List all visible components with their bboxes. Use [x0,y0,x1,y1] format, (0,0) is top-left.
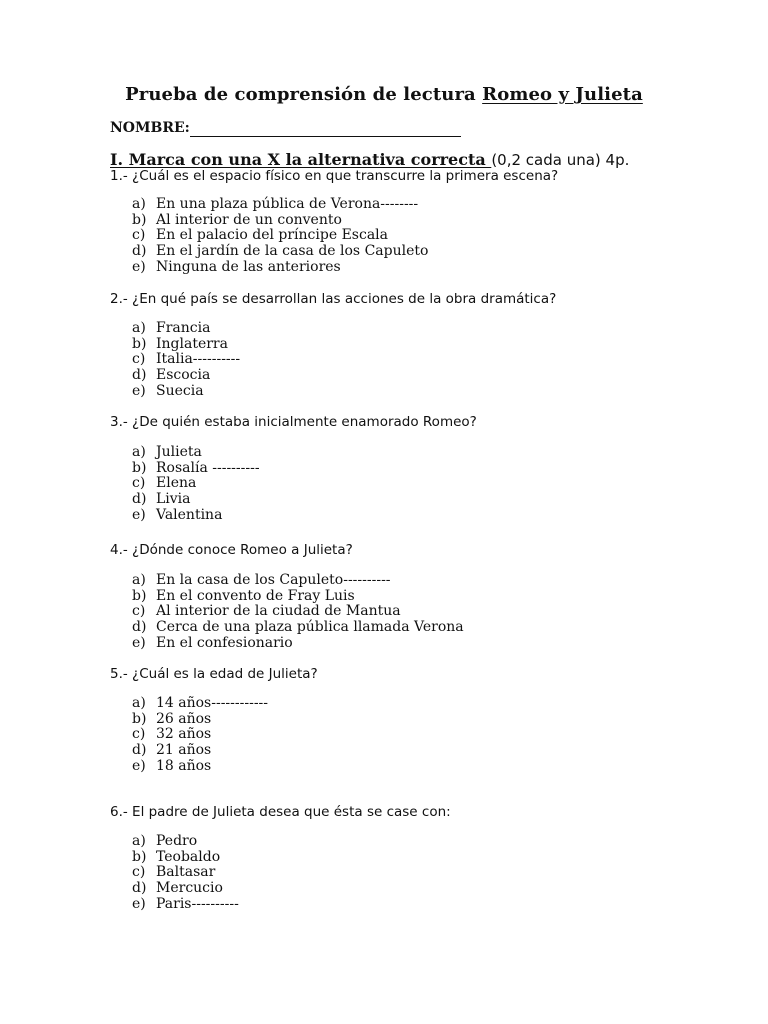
option-e[interactable]: e) 18 años [132,757,212,774]
title-work: Romeo y Julieta [482,84,643,105]
option-a[interactable]: a) Pedro [132,833,198,849]
question-6-options [132,834,239,913]
option-b[interactable]: b) Inglaterra [132,335,228,352]
option-b[interactable]: b) Rosalía ---------- [132,459,260,476]
option-d[interactable]: d) En el jardín de la casa de los Capuleto [132,243,429,260]
option-e[interactable]: e) Suecia [132,382,204,399]
title-prefix: Prueba de comprensión de lectura [125,84,483,105]
question-1-text: 1.- ¿Cuál es el espacio físico en que transcurre la primera escena? [110,168,559,184]
option-a[interactable]: a) Francia [132,320,211,336]
option-a[interactable]: a) Julieta [132,444,202,460]
option-a[interactable]: a) En una plaza pública de Verona-------- [132,196,419,212]
question-5-options [132,696,268,775]
section-points: (0,2 cada una) 4p. [491,151,630,169]
option-e[interactable]: e) Paris---------- [132,895,239,912]
option-a[interactable]: a) 14 años------------ [132,695,269,711]
name-label: NOMBRE: [110,120,190,136]
option-c[interactable]: c) Italia---------- [132,351,241,368]
option-b[interactable]: b) En el convento de Fray Luis [132,587,355,604]
question-2-options [132,321,240,400]
option-a[interactable]: a) En la casa de los Capuleto---------- [132,572,391,588]
option-b[interactable]: b) 26 años [132,710,212,727]
question-5-text: 5.- ¿Cuál es la edad de Julieta? [110,666,318,682]
name-blank-line[interactable] [190,136,461,137]
option-d[interactable]: d) Livia [132,491,191,508]
option-d[interactable]: d) 21 años [132,742,212,759]
option-d[interactable]: d) Escocia [132,367,211,384]
section-label: I. Marca con una X la alternativa correcta [110,150,492,169]
option-e[interactable]: e) En el confesionario [132,634,293,651]
option-d[interactable]: d) Cerca de una plaza pública llamada Verona [132,619,464,636]
option-c[interactable]: c) Baltasar [132,864,216,881]
option-c[interactable]: c) En el palacio del príncipe Escala [132,227,388,244]
question-4-text: 4.- ¿Dónde conoce Romeo a Julieta? [110,542,353,558]
question-4-options [132,573,464,652]
question-3-options [132,445,260,524]
question-1-options [132,197,428,276]
question-3-text: 3.- ¿De quién estaba inicialmente enamorado Romeo? [110,414,477,430]
option-c[interactable]: c) Al interior de la ciudad de Mantua [132,603,401,620]
option-c[interactable]: c) Elena [132,475,197,492]
option-d[interactable]: d) Mercucio [132,880,223,897]
option-b[interactable]: b) Al interior de un convento [132,211,342,228]
option-e[interactable]: e) Ninguna de las anteriores [132,258,341,275]
section-heading [110,150,629,169]
option-b[interactable]: b) Teobaldo [132,848,221,865]
option-c[interactable]: c) 32 años [132,726,212,743]
option-e[interactable]: e) Valentina [132,506,223,523]
question-2-text: 2.- ¿En qué país se desarrollan las acciones de la obra dramática? [110,291,557,307]
page-title [0,84,768,105]
question-6-text: 6.- El padre de Julieta desea que ésta se case con: [110,804,451,820]
